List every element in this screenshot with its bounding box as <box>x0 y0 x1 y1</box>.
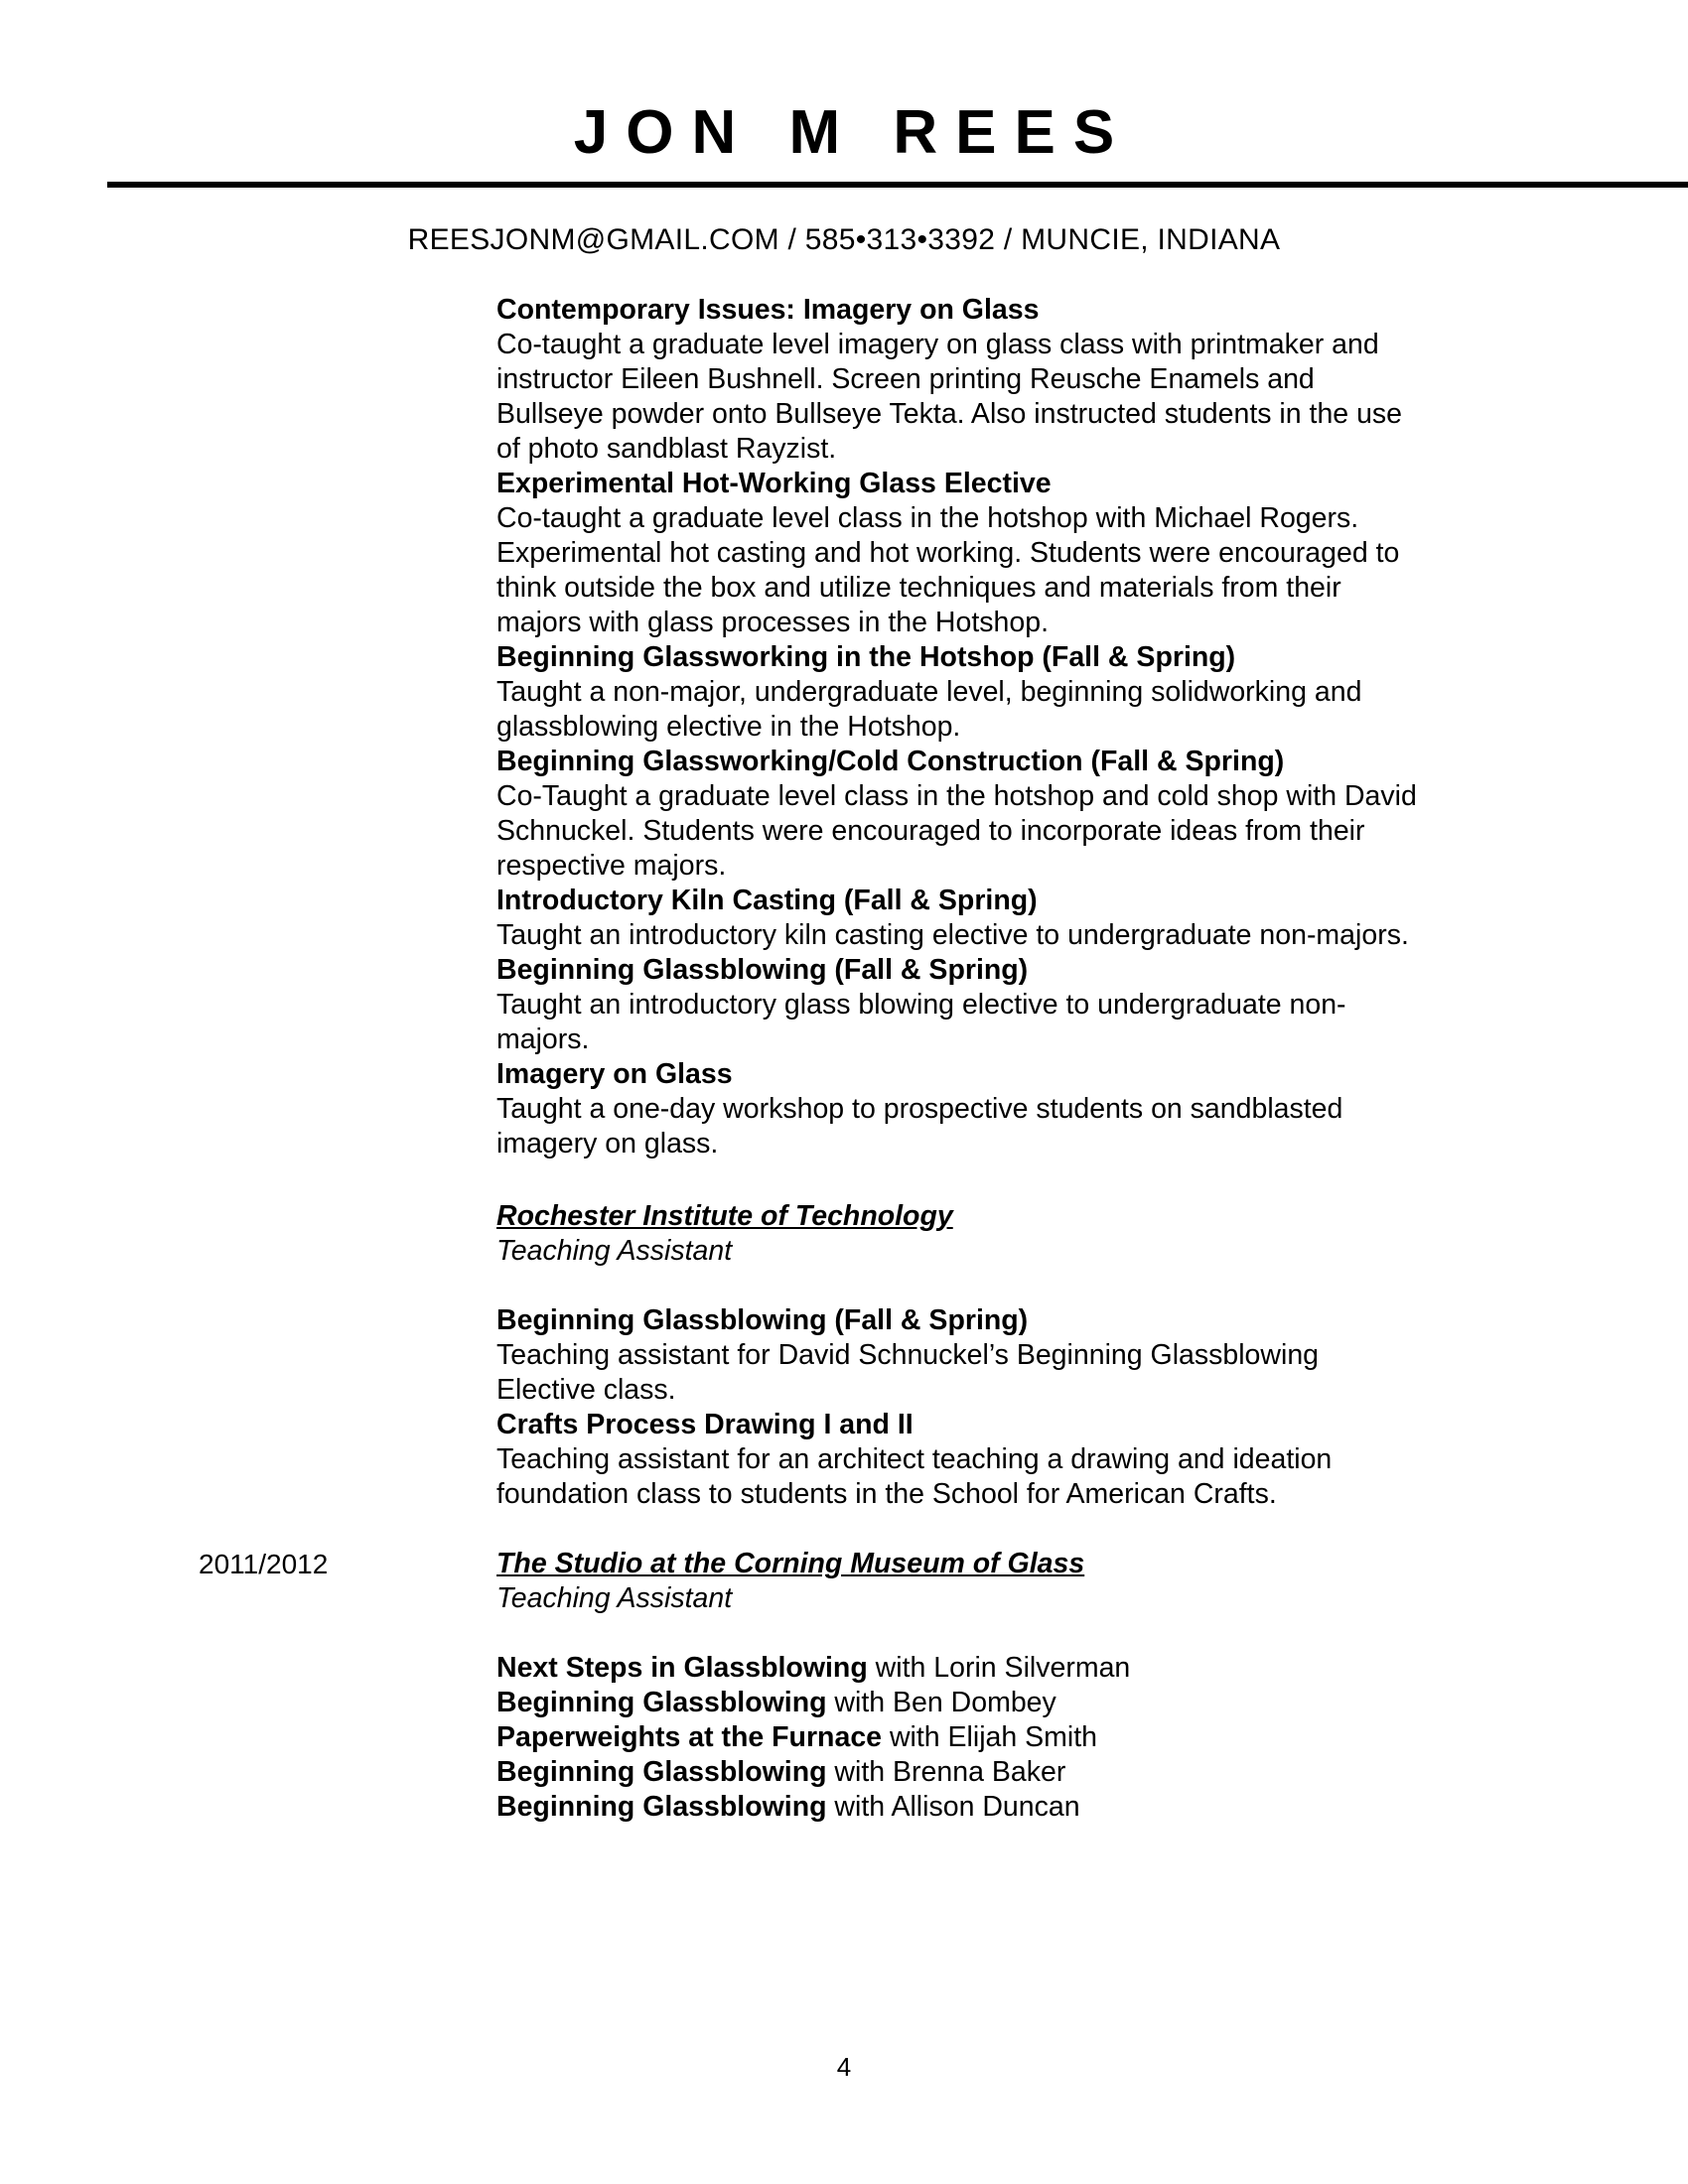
workshop-instructor: with Brenna Baker <box>826 1756 1066 1788</box>
course-desc-line: Taught an introductory kiln casting elective to undergraduate non-majors. <box>496 919 1409 951</box>
course-desc-line: Taught a one-day workshop to prospective students on sandblasted <box>496 1093 1343 1125</box>
resume-name: JON M REES <box>573 98 1133 167</box>
corning-section <box>496 1547 1519 1825</box>
course-desc-line: Co-taught a graduate level imagery on glass class with printmaker and <box>496 329 1379 360</box>
course-title: Introductory Kiln Casting (Fall & Spring) <box>496 885 1038 916</box>
contact-line: REESJONM@GMAIL.COM / 585•313•3392 / MUNCIE, INDIANA <box>407 223 1281 256</box>
workshop-item <box>496 1686 1519 1720</box>
org-name: Rochester Institute of Technology <box>496 1200 953 1232</box>
course-desc-line: imagery on glass. <box>496 1128 719 1160</box>
header-rule <box>107 182 1688 188</box>
workshop-instructor: with Lorin Silverman <box>867 1652 1131 1684</box>
course-desc-line: Elective class. <box>496 1374 676 1406</box>
course-desc-line: Co-Taught a graduate level class in the hotshop and cold shop with David <box>496 780 1417 812</box>
page-number: 4 <box>836 2052 852 2082</box>
course-title: Imagery on Glass <box>496 1058 733 1090</box>
course-list-top <box>496 293 1519 1161</box>
workshop-item <box>496 1720 1519 1755</box>
role-title: Teaching Assistant <box>496 1235 733 1267</box>
role-title: Teaching Assistant <box>496 1582 733 1614</box>
course-desc-line: respective majors. <box>496 850 727 882</box>
course-title: Crafts Process Drawing I and II <box>496 1409 914 1440</box>
workshop-item <box>496 1651 1519 1686</box>
course-desc-line: Experimental hot casting and hot working. Students were encouraged to <box>496 537 1400 569</box>
course-title: Contemporary Issues: Imagery on Glass <box>496 294 1040 326</box>
course-desc-line: Teaching assistant for an architect teaching a drawing and ideation <box>496 1443 1333 1475</box>
course-desc-line: Co-taught a graduate level class in the hotshop with Michael Rogers. <box>496 502 1359 534</box>
course-desc-line: instructor Eileen Bushnell. Screen printing Reusche Enamels and <box>496 363 1315 395</box>
workshop-item <box>496 1755 1519 1790</box>
workshop-title: Beginning Glassblowing <box>496 1791 827 1823</box>
rit-section <box>496 1199 1519 1512</box>
course-desc-line: foundation class to students in the School for American Crafts. <box>496 1478 1277 1510</box>
course-title: Beginning Glassblowing (Fall & Spring) <box>496 1304 1029 1336</box>
course-desc-line: of photo sandblast Rayzist. <box>496 433 837 465</box>
course-desc-line: majors. <box>496 1024 590 1055</box>
course-desc-line: glassblowing elective in the Hotshop. <box>496 711 961 743</box>
course-desc-line: Teaching assistant for David Schnuckel’s Beginning Glassblowing <box>496 1339 1320 1371</box>
course-desc-line: Bullseye powder onto Bullseye Tekta. Also instructed students in the use <box>496 398 1403 430</box>
course-desc-line: Taught a non-major, undergraduate level, beginning solidworking and <box>496 676 1362 708</box>
workshop-instructor: with Elijah Smith <box>882 1721 1098 1753</box>
workshop-instructor: with Ben Dombey <box>826 1687 1056 1718</box>
workshop-title: Next Steps in Glassblowing <box>496 1652 868 1684</box>
workshop-title: Beginning Glassblowing <box>496 1756 827 1788</box>
course-title: Beginning Glassworking in the Hotshop (Fall & Spring) <box>496 641 1236 673</box>
course-desc-line: majors with glass processes in the Hotshop. <box>496 607 1050 638</box>
org-name: The Studio at the Corning Museum of Glass <box>496 1548 1085 1579</box>
workshop-instructor: with Allison Duncan <box>826 1791 1080 1823</box>
course-desc-line: Taught an introductory glass blowing elective to undergraduate non- <box>496 989 1346 1021</box>
date-label: 2011/2012 <box>199 1549 329 1579</box>
course-desc-line: Schnuckel. Students were encouraged to incorporate ideas from their <box>496 815 1365 847</box>
workshop-title: Paperweights at the Furnace <box>496 1721 883 1753</box>
course-title: Beginning Glassblowing (Fall & Spring) <box>496 954 1029 986</box>
course-title: Experimental Hot-Working Glass Elective <box>496 468 1052 499</box>
workshop-title: Beginning Glassblowing <box>496 1687 827 1718</box>
workshop-item <box>496 1790 1519 1825</box>
course-desc-line: think outside the box and utilize techniques and materials from their <box>496 572 1341 604</box>
course-title: Beginning Glassworking/Cold Construction (Fall & Spring) <box>496 746 1285 777</box>
